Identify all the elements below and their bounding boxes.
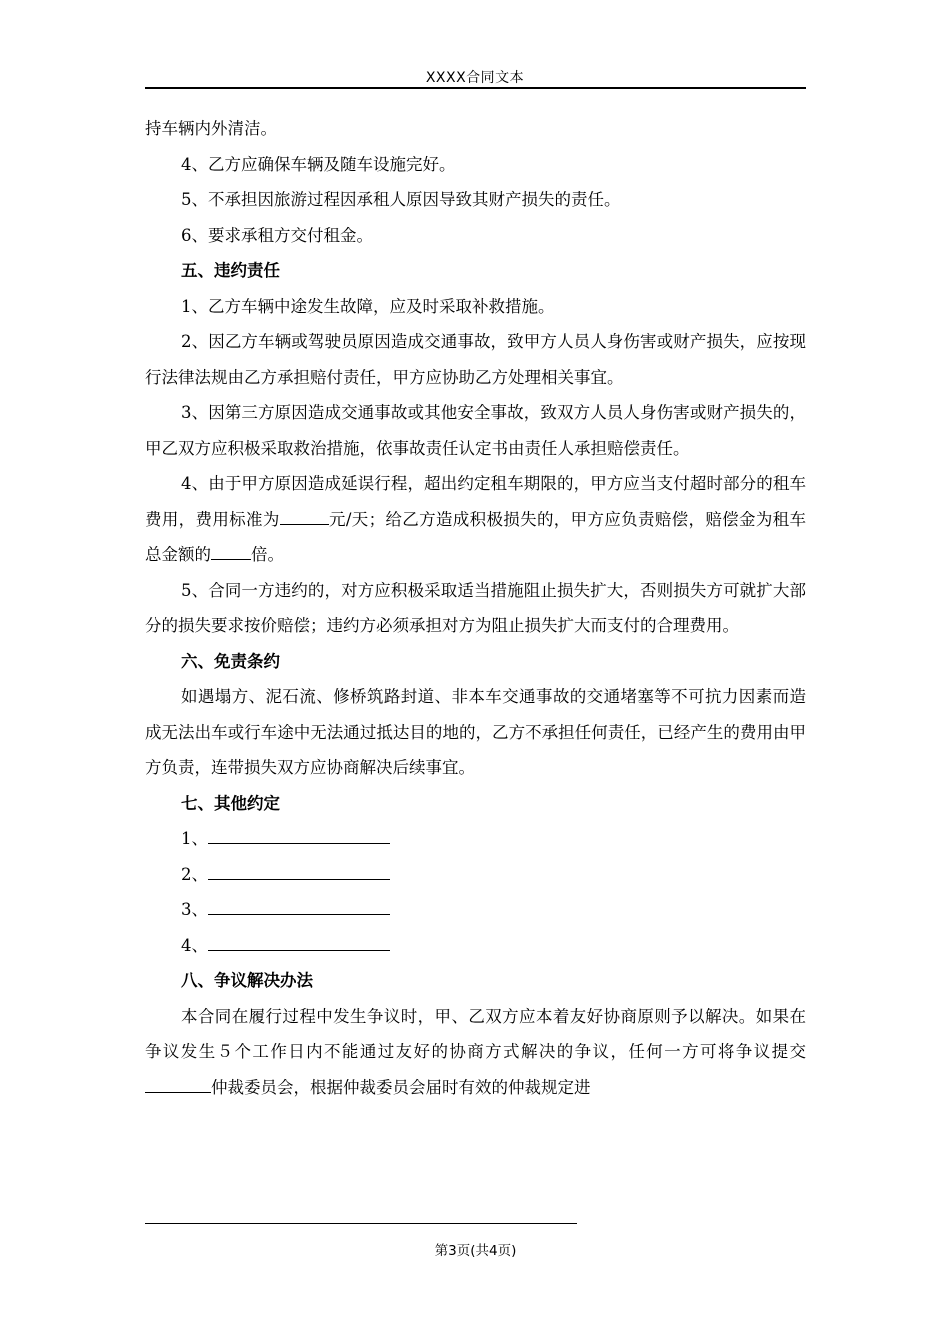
clause-text: 本合同在履行过程中发生争议时，甲、乙双方应本着友好协商原则予以解决。如果在争议发生５个工作日内不能通过友好的协商方式解决的争议，任何一方可将争议提交 — [145, 1006, 806, 1061]
fill-in-blank-line[interactable] — [208, 823, 390, 844]
list-item: 5、不承担因旅游过程因承租人原因导致其财产损失的责任。 — [181, 190, 621, 209]
fill-in-blank-line[interactable] — [208, 894, 390, 915]
section-heading-dispute: 八、争议解决办法 — [181, 971, 313, 990]
section-heading-breach: 五、违约责任 — [181, 261, 280, 280]
clause-text: 倍。 — [251, 545, 284, 564]
header-rule — [145, 87, 806, 89]
list-item — [145, 892, 806, 928]
list-item: 6、要求承租方交付租金。 — [181, 225, 373, 245]
paragraph-continuation: 持车辆内外清洁。 — [145, 119, 277, 138]
page-number: 第3页(共4页) — [434, 1243, 517, 1259]
clause-text: 元/天；给乙方造成积极损失的，甲方应负责赔偿，赔偿金为租车总金额的 — [145, 509, 807, 564]
fill-in-blank-arbitration[interactable] — [145, 1072, 211, 1093]
document-body — [145, 111, 806, 1105]
list-item-number: 1、 — [181, 829, 208, 848]
list-item: 4、乙方应确保车辆及随车设施完好。 — [181, 154, 456, 174]
clause-paragraph: 2、因乙方车辆或驾驶员原因造成交通事故，致甲方人员人身伤害或财产损失，应按现行法律法规由乙方承担赔付责任，甲方应协助乙方处理相关事宜。 — [145, 332, 806, 387]
fill-in-blank-multiple[interactable] — [211, 539, 251, 560]
clause-paragraph: 如遇塌方、泥石流、修桥筑路封道、非本车交通事故的交通堵塞等不可抗力因素而造成无法出车或行车途中无法通过抵达目的地的，乙方不承担任何责任，已经产生的费用由甲方负责，连带损失双方应协商解决后续事宜。 — [145, 687, 806, 777]
list-item — [145, 928, 806, 964]
clause-paragraph: 5、合同一方违约的，对方应积极采取适当措施阻止损失扩大，否则损失方可就扩大部分的损失要求按价赔偿；违约方必须承担对方为阻止损失扩大而支付的合理费用。 — [145, 580, 806, 635]
section-heading-other: 七、其他约定 — [181, 793, 280, 813]
footer-rule — [145, 1223, 577, 1224]
clause-paragraph — [145, 999, 806, 1106]
list-item-number: 3、 — [181, 900, 208, 919]
list-item — [145, 821, 806, 857]
section-heading-exemption: 六、免责条约 — [181, 651, 280, 671]
clause-text: 4、由于甲方原因造成延误行程，超出约定租车期限的，甲方应当支付超时部分的租车费用，费用标准为 — [145, 474, 806, 529]
clause-paragraph: 3、因第三方原因造成交通事故或其他安全事故，致双方人员人身伤害或财产损失的，甲乙双方应积极采取救治措施，依事故责任认定书由责任人承担赔偿责任。 — [145, 403, 806, 458]
list-item-number: 2、 — [181, 864, 208, 884]
clause-text: 仲裁委员会，根据仲裁委员会届时有效的仲裁规定进 — [211, 1077, 591, 1097]
list-item-number: 4、 — [181, 935, 208, 955]
fill-in-blank-rate[interactable] — [280, 504, 329, 525]
page-header-title: XXXX合同文本 — [425, 70, 525, 86]
fill-in-blank-line[interactable] — [208, 859, 390, 880]
fill-in-blank-line[interactable] — [208, 930, 390, 951]
list-item — [145, 857, 806, 893]
clause-paragraph: 1、乙方车辆中途发生故障，应及时采取补救措施。 — [181, 296, 555, 316]
clause-paragraph — [145, 466, 806, 573]
